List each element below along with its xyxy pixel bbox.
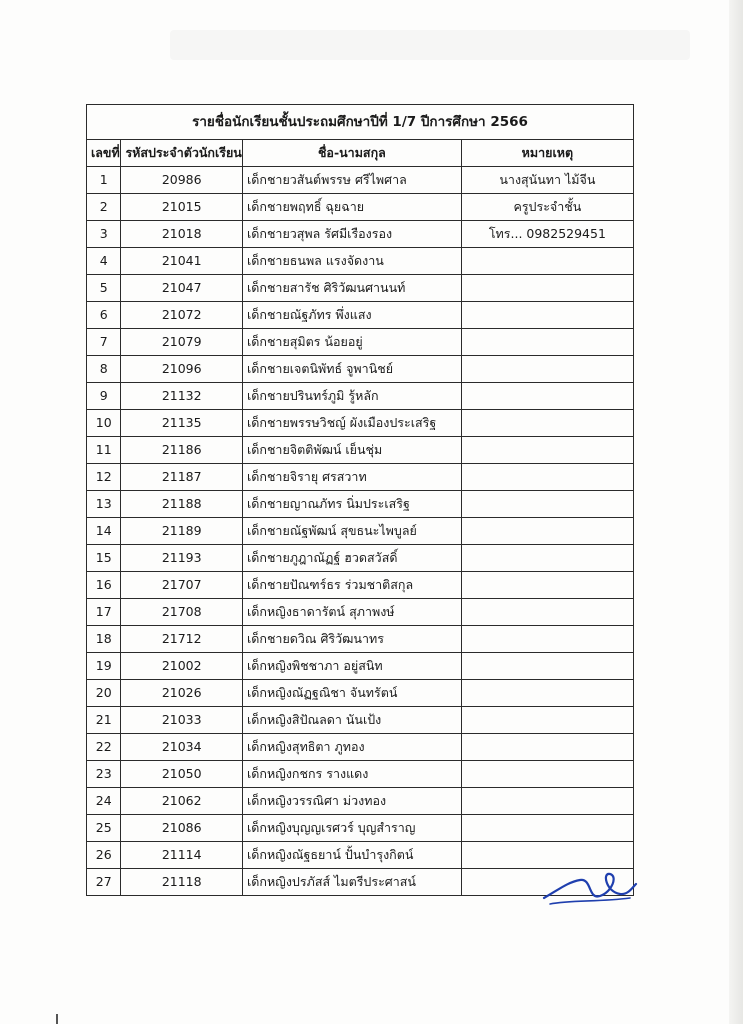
table-row [87,761,634,788]
student-id: 21114 [121,842,243,869]
student-name: เด็กหญิงณัฐธยาน์ ปั้นบำรุงกิตน์ [242,842,461,869]
table-row [87,248,634,275]
student-id: 21187 [121,464,243,491]
student-id: 21018 [121,221,243,248]
note-cell [461,356,633,383]
row-number: 12 [87,464,121,491]
row-number: 8 [87,356,121,383]
note-cell [461,275,633,302]
row-number: 11 [87,437,121,464]
table-row [87,275,634,302]
student-id: 21062 [121,788,243,815]
row-number: 17 [87,599,121,626]
student-id: 21002 [121,653,243,680]
student-name: เด็กหญิงปรภัสส์ ไมตรีประศาสน์ [242,869,461,896]
student-name: เด็กชายเจตนิพัทธ์ จูพานิชย์ [242,356,461,383]
student-id: 21712 [121,626,243,653]
table-row [87,464,634,491]
row-number: 26 [87,842,121,869]
student-id: 21072 [121,302,243,329]
header-name: ชื่อ-นามสกุล [242,140,461,167]
table-row [87,788,634,815]
table-row [87,680,634,707]
student-name: เด็กหญิงสุทธิตา ภูทอง [242,734,461,761]
table-row [87,221,634,248]
student-id: 21193 [121,545,243,572]
student-name: เด็กหญิงบุญญเรศวร์ บุญสำราญ [242,815,461,842]
student-id: 21135 [121,410,243,437]
student-name: เด็กหญิงวรรณิศา ม่วงทอง [242,788,461,815]
note-cell [461,707,633,734]
table-row [87,518,634,545]
note-cell [461,329,633,356]
row-number: 13 [87,491,121,518]
student-name: เด็กชายสารัช ศิริวัฒนศานนท์ [242,275,461,302]
bleed-through-shadow [170,30,690,60]
row-number: 1 [87,167,121,194]
row-number: 2 [87,194,121,221]
row-number: 22 [87,734,121,761]
table-row [87,491,634,518]
table-row [87,329,634,356]
student-name: เด็กชายวสันต์พรรษ ศรีไพศาล [242,167,461,194]
student-id: 21707 [121,572,243,599]
table-row [87,842,634,869]
student-id: 21186 [121,437,243,464]
student-name: เด็กหญิงสิปัณลดา นันเป้ง [242,707,461,734]
student-id: 21034 [121,734,243,761]
table-row [87,572,634,599]
student-name: เด็กชายณัฐภัทร พึ่งแสง [242,302,461,329]
student-name: เด็กชายญาณภัทร นิ่มประเสริฐ [242,491,461,518]
student-id: 21086 [121,815,243,842]
student-id: 21041 [121,248,243,275]
table-row [87,707,634,734]
table-row [87,167,634,194]
table-row [87,302,634,329]
student-name: เด็กชายณัฐพัฒน์ สุขธนะไพบูลย์ [242,518,461,545]
row-number: 4 [87,248,121,275]
table-row [87,545,634,572]
student-name: เด็กหญิงณัฏฐณิชา จันทรัตน์ [242,680,461,707]
note-cell [461,842,633,869]
student-name: เด็กชายพฤทธิ์ ฉุยฉาย [242,194,461,221]
row-number: 21 [87,707,121,734]
row-number: 25 [87,815,121,842]
row-number: 15 [87,545,121,572]
student-name: เด็กหญิงธาดารัตน์ สุภาพงษ์ [242,599,461,626]
header-code: รหัสประจำตัวนักเรียน [121,140,243,167]
student-name: เด็กชายพรรษวิชญ์ ผังเมืองประเสริฐ [242,410,461,437]
header-row [87,140,634,167]
row-number: 5 [87,275,121,302]
note-cell [461,599,633,626]
note-cell [461,815,633,842]
note-cell [461,437,633,464]
row-number: 14 [87,518,121,545]
row-number: 7 [87,329,121,356]
row-number: 27 [87,869,121,896]
student-name: เด็กชายภูฎาณัฏฐ์ ฮวดสวัสดิ์ [242,545,461,572]
row-number: 16 [87,572,121,599]
header-num: เลขที่ [87,140,121,167]
row-number: 24 [87,788,121,815]
note-cell [461,464,633,491]
student-name: เด็กหญิงพิชชาภา อยู่สนิท [242,653,461,680]
roster-title: รายชื่อนักเรียนชั้นประถมศึกษาปีที่ 1/7 ปีการศึกษา 2566 [87,105,634,140]
scan-edge-shadow [729,0,743,1024]
student-name: เด็กหญิงกชกร รางแดง [242,761,461,788]
table-row [87,356,634,383]
student-name: เด็กชายจิรายุ ศรสวาท [242,464,461,491]
table-row [87,599,634,626]
table-row [87,383,634,410]
student-name: เด็กชายธนพล แรงจัดงาน [242,248,461,275]
note-cell [461,248,633,275]
table-row [87,410,634,437]
note-cell [461,572,633,599]
note-cell [461,788,633,815]
student-id: 21096 [121,356,243,383]
note-cell [461,410,633,437]
row-number: 18 [87,626,121,653]
student-id: 21132 [121,383,243,410]
note-cell: โทร... 0982529451 [461,221,633,248]
note-cell [461,734,633,761]
student-id: 21079 [121,329,243,356]
student-name: เด็กชายปัณฑร์ธร ร่วมชาติสกุล [242,572,461,599]
header-note: หมายเหตุ [461,140,633,167]
table-row [87,734,634,761]
note-cell [461,545,633,572]
note-cell [461,383,633,410]
table-row [87,437,634,464]
scan-tick-mark [56,1014,58,1024]
student-id: 21047 [121,275,243,302]
student-id: 21118 [121,869,243,896]
table-row [87,626,634,653]
student-name: เด็กชายดวิณ ศิริวัฒนาทร [242,626,461,653]
student-roster-table [86,104,634,896]
student-id: 21050 [121,761,243,788]
student-id: 21015 [121,194,243,221]
row-number: 6 [87,302,121,329]
note-cell: นางสุนันทา ไม้จีน [461,167,633,194]
student-name: เด็กชายสุมิตร น้อยอยู่ [242,329,461,356]
student-id: 21026 [121,680,243,707]
note-cell [461,626,633,653]
note-cell [461,491,633,518]
table-row [87,653,634,680]
table-row [87,194,634,221]
row-number: 20 [87,680,121,707]
student-name: เด็กชายปรินทร์ภูมิ รู้หลัก [242,383,461,410]
handwritten-signature [540,870,640,910]
student-id: 21189 [121,518,243,545]
student-id: 21708 [121,599,243,626]
row-number: 9 [87,383,121,410]
student-id: 20986 [121,167,243,194]
student-name: เด็กชายจิตติพัฒน์ เย็นชุ่ม [242,437,461,464]
note-cell [461,302,633,329]
row-number: 10 [87,410,121,437]
note-cell [461,653,633,680]
row-number: 19 [87,653,121,680]
row-number: 23 [87,761,121,788]
table-row [87,815,634,842]
note-cell: ครูประจำชั้น [461,194,633,221]
note-cell [461,680,633,707]
roster-body [87,167,634,896]
note-cell [461,761,633,788]
student-id: 21033 [121,707,243,734]
row-number: 3 [87,221,121,248]
student-name: เด็กชายวสุพล รัศมีเรืองรอง [242,221,461,248]
student-id: 21188 [121,491,243,518]
note-cell [461,518,633,545]
